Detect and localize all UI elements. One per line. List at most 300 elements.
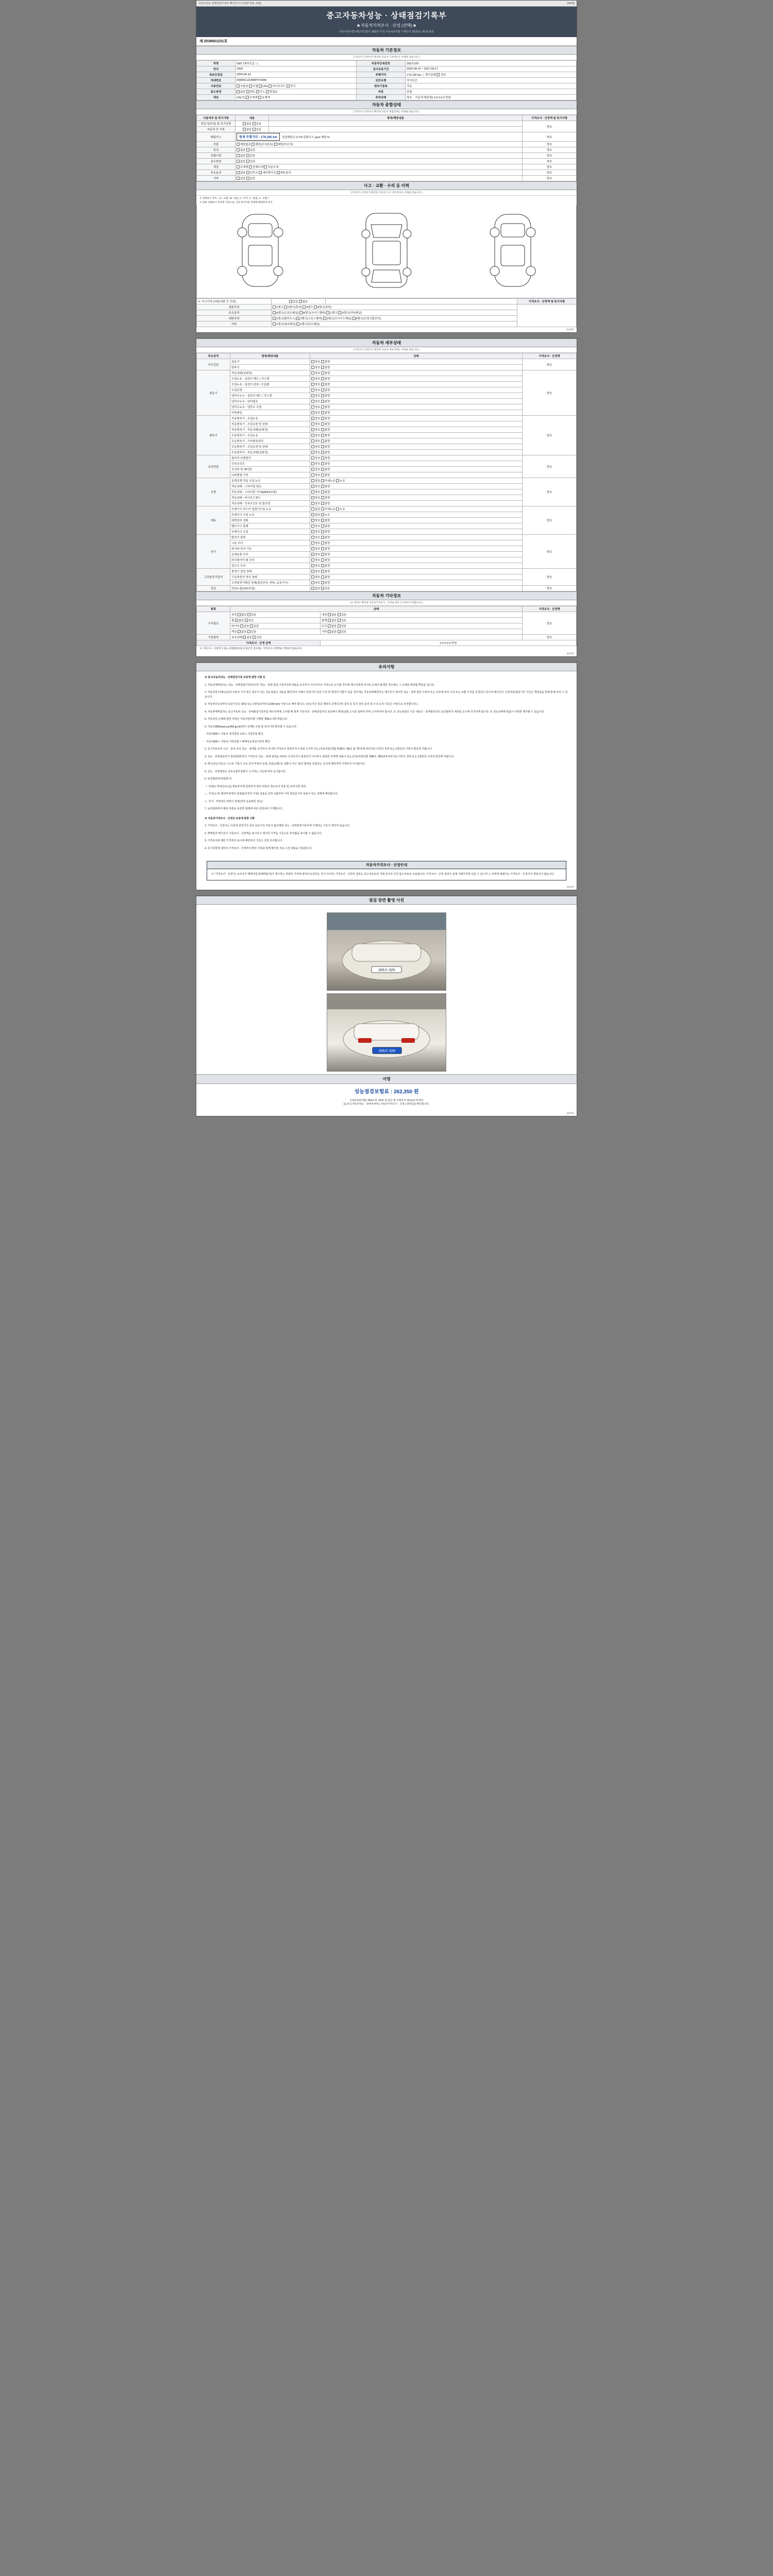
tuning-checkbox-0[interactable] [237, 148, 240, 151]
panel-2-checkbox-3[interactable] [352, 317, 356, 320]
detail-status-1-4: 양호 불량 [310, 393, 523, 399]
paint-checkbox-0[interactable] [237, 165, 240, 168]
basic-label2-3: 보증유형 [357, 78, 406, 83]
detail-right-7: 양호 [523, 569, 577, 586]
status-checkbox[interactable] [311, 405, 314, 409]
document-number [196, 37, 577, 46]
section-basic-note: (가격조사·산정자가 확인한 자동차 기본정보는 아래와 같습니다.) [196, 55, 577, 60]
detail-status-3-3: 양호 불량 [310, 472, 523, 478]
status-checkbox[interactable] [336, 507, 339, 511]
option-checkbox-2[interactable] [259, 171, 262, 174]
status-checkbox[interactable] [321, 366, 324, 369]
status-checkbox[interactable] [311, 473, 314, 477]
tuning-opt-0: 없음 [240, 149, 246, 152]
basic-value-2: 2009-09-19 [236, 72, 357, 78]
accident-right-label: 가격조사 · 산정액 및 특기사항 [517, 299, 577, 304]
panel-items-3 [272, 321, 517, 327]
accident-checkbox-1[interactable] [299, 300, 302, 303]
accident-opt-0: 있음 [292, 300, 298, 303]
panel-1-item-3: D랭크(리어패널) [342, 312, 362, 315]
panel-2-checkbox-1[interactable] [296, 317, 299, 320]
etc-table [196, 606, 577, 646]
overall-row-label-9: 기타 [197, 176, 236, 181]
panel-2-checkbox-2[interactable] [323, 317, 326, 320]
panel-1-checkbox-1[interactable] [299, 311, 303, 314]
panel-0-item-1: 2랭크(후미) [287, 306, 302, 309]
status-checkbox[interactable] [311, 388, 314, 392]
basic-label-3: 차대번호 [197, 78, 236, 83]
usechange2-checkbox-0[interactable] [237, 160, 240, 163]
etc-checkbox[interactable] [338, 613, 341, 616]
car-view-right [450, 205, 576, 292]
detail-item-6-5: 윈도우 모터 [230, 563, 310, 569]
usechange2-checkbox-1[interactable] [246, 160, 249, 163]
special-checkbox-0[interactable] [237, 154, 240, 157]
docno-value: 2536601231호 [204, 40, 228, 43]
detail-status-8-0: 없음 있음 [310, 586, 523, 591]
notice-item-6: - 자동차365 > 자동차 검색결과 조회 > 기록부를 확인 [205, 733, 263, 736]
fuel-checkbox-0[interactable] [237, 84, 240, 88]
overall-row-detail-2 [236, 132, 523, 142]
final-note-line1: "(자동차관리법) 제58조의 제4항 및 같은 법 시행규칙 제120조에 따라 [349, 1099, 424, 1102]
tuning-opt-1: 있음 [249, 149, 256, 152]
status-checkbox[interactable] [311, 462, 314, 465]
status-checkbox[interactable] [311, 570, 314, 573]
etc-price-note: ※ 가격조사 · 산정자가 성능·상태점검자와 동일인인 경우에는 가격조사·산정액을 기재하지 않습니다. [199, 647, 303, 650]
etc-checkbox[interactable] [238, 630, 241, 633]
overall-row-label-5: 특별이력 [197, 153, 236, 159]
car-damage-diagram[interactable] [196, 205, 577, 298]
usechange-checkbox-2[interactable] [256, 90, 259, 93]
status-checkbox[interactable] [321, 439, 324, 443]
section-etc-title: 자동차 기타정보 [196, 591, 577, 600]
status-checkbox[interactable] [321, 473, 324, 477]
detail-group-0: 자기진단 [197, 359, 230, 370]
fuel-opt-0: 가솔린 [240, 85, 248, 88]
status-checkbox[interactable] [321, 581, 324, 584]
tuning-checkbox-1[interactable] [246, 148, 249, 151]
overall-row-label-3: 리콜 [197, 142, 236, 147]
status-checkbox[interactable] [311, 377, 314, 380]
status-checkbox[interactable] [321, 371, 324, 375]
status-checkbox[interactable] [321, 558, 324, 562]
final-note [196, 1098, 577, 1111]
section-overall-title: 자동차 종합상태 [196, 100, 577, 109]
status-checkbox[interactable] [321, 570, 324, 573]
status-checkbox[interactable] [311, 541, 314, 545]
status-checkbox[interactable] [311, 434, 314, 437]
recall-opt-1: 해당(조치완료) [255, 143, 274, 146]
status-checkbox[interactable] [321, 400, 324, 403]
detail-group-5: 제동 [197, 506, 230, 535]
basic-label2-6: 주차상태 [357, 95, 406, 100]
overall-checkbox-1a[interactable] [243, 128, 246, 131]
status-checkbox[interactable] [321, 445, 324, 448]
detail-item-5-1: 브레이크 오일 누유 [230, 512, 310, 518]
gas-v-0: 0.7% [296, 136, 303, 139]
panel-items-0 [272, 304, 517, 310]
status-checkbox[interactable] [311, 581, 314, 584]
panel-2-item-2: 3랭크(인사이드패널) [326, 317, 352, 320]
detail-status-6-5: 양호 불량 [310, 563, 523, 569]
etc-checkbox[interactable] [245, 619, 248, 622]
fuel-checkbox-1[interactable] [249, 84, 252, 88]
etc-checkbox-1[interactable] [246, 177, 249, 180]
status-checkbox[interactable] [311, 394, 314, 397]
usechange-opt-0: 없음 [240, 91, 246, 94]
color-checkbox-1[interactable] [258, 96, 261, 99]
overall-checkbox-0a[interactable] [243, 122, 246, 125]
option-checkbox-0[interactable] [237, 171, 240, 174]
status-checkbox[interactable] [311, 553, 314, 556]
etc-checkbox[interactable] [247, 613, 250, 616]
sheet-page-3 [196, 662, 577, 890]
accident-opt-1: 없음 [302, 300, 308, 303]
status-checkbox[interactable] [321, 507, 324, 511]
detail-group-8: 연료 [197, 586, 230, 591]
status-checkbox[interactable] [321, 383, 324, 386]
recall-checkbox-2[interactable] [274, 143, 277, 146]
status-checkbox[interactable] [321, 428, 324, 431]
etc-checkbox[interactable] [250, 624, 253, 628]
sheet-page-4 [196, 895, 577, 1116]
photo-front[interactable] [327, 912, 446, 991]
basic-value2-6 [406, 95, 577, 100]
status-checkbox[interactable] [311, 439, 314, 443]
section-etc-note: (※ 항목은 확인한 자동차가격조사 · 산정을 받아 표기하여 기재합니다.) [196, 600, 577, 606]
overall-right-0: 양호 [523, 121, 577, 132]
detail-item-0-0: 원동기 [230, 359, 310, 365]
detail-right-3: 양호 [523, 455, 577, 478]
basic-value-1: 2009 [236, 66, 357, 72]
panel-2-checkbox-0[interactable] [273, 317, 276, 320]
usechange-checkbox-1[interactable] [246, 90, 249, 93]
color-code: VG(기) [237, 96, 245, 99]
detail-item-5-3: 벨브기구 몸체 [230, 523, 310, 529]
insurance-fee-label: 성능점검보험료 : [354, 1089, 393, 1095]
final-warning-title: 자동차가격조사 · 산정안내 [207, 861, 566, 869]
status-checkbox[interactable] [321, 360, 324, 363]
overall-row-opts-7 [236, 164, 523, 170]
status-checkbox[interactable] [311, 536, 314, 539]
panel-0-checkbox-1[interactable] [284, 306, 287, 309]
accident-right-value [517, 304, 577, 327]
overall-right-8: 양호 [523, 170, 577, 176]
detail-item-2-0: 자동변속기 - 오일누유 [230, 416, 310, 421]
status-checkbox[interactable] [311, 513, 314, 516]
etc-checkbox[interactable] [235, 619, 238, 622]
status-checkbox[interactable] [311, 519, 314, 522]
basic-label-2: 최초등록일 [197, 72, 236, 78]
status-checkbox[interactable] [311, 445, 314, 448]
detail-item-2-2: 자동변속기 - 작동상태(공회전) [230, 427, 310, 433]
usechange-checkbox-3[interactable] [266, 90, 269, 93]
status-checkbox[interactable] [321, 479, 324, 482]
etc-cell-text: 타이어 [231, 625, 240, 628]
fuel-opt-4: 전기 [290, 85, 296, 88]
status-checkbox[interactable] [311, 428, 314, 431]
status-checkbox[interactable] [311, 507, 314, 511]
etc-cell-0-0: 외장 없음 있음 [230, 612, 321, 618]
detail-item-2-5: 수동변속기 - 오일유량 및 상태 [230, 444, 310, 450]
status-checkbox[interactable] [321, 502, 324, 505]
etc-checkbox[interactable] [338, 624, 341, 628]
accident-checkbox-0[interactable] [289, 300, 292, 303]
overall-head-2: 항목/해당내용 [269, 115, 523, 121]
status-checkbox[interactable] [321, 547, 324, 550]
overall-opt-1a: 없음 [246, 128, 252, 131]
detail-item-5-4: 브레이크 오일 [230, 529, 310, 535]
browser-bar [196, 1, 577, 7]
overall-right-6: 양호 [523, 159, 577, 164]
status-checkbox[interactable] [321, 417, 324, 420]
basic-value-4 [236, 83, 357, 89]
etc-price-label: 가격조사 · 산정 금액 [197, 640, 321, 646]
status-checkbox[interactable] [311, 451, 314, 454]
status-checkbox[interactable] [321, 451, 324, 454]
etc-checkbox[interactable] [247, 630, 250, 633]
etc-checkbox[interactable] [328, 624, 331, 628]
panel-3-checkbox-1[interactable] [296, 323, 299, 326]
color-opt-1: 유채색 [262, 96, 270, 99]
status-checkbox[interactable] [311, 530, 314, 533]
status-checkbox[interactable] [321, 434, 324, 437]
status-checkbox[interactable] [311, 587, 314, 590]
detail-status-6-3: 양호 불량 [310, 552, 523, 557]
base-price-label: 기준가격(만원) [415, 96, 433, 99]
overall-row-opts-8 [236, 170, 523, 176]
status-checkbox[interactable] [321, 536, 324, 539]
fuel-checkbox-4[interactable] [287, 84, 290, 88]
overall-row-label-2: 배출가스 [197, 132, 236, 142]
notice-sub2-3: 4. 특기사항에 대하여 가격조사 · 산정하여 확인 기록과 함께 확인된 자료 수정 내용을 적용합니다. [205, 846, 312, 850]
notice-item-16: 7. 보증범위에서 해당 부분을 동일한 형태에 따라 설정되어 기재합니다. [205, 807, 283, 810]
etc-row-label-4: 기본품목 [197, 635, 230, 640]
detail-status-6-2: 양호 불량 [310, 546, 523, 552]
detail-item-6-4: 라디에이터 팬 모터 [230, 557, 310, 563]
basic-label2-4: 변속기종류 [357, 83, 406, 89]
option-opt-2: 내비게이션 [262, 172, 276, 175]
etc-checkbox[interactable] [328, 613, 331, 616]
detail-item-7-1: 구동축전지 격리 상태 [230, 574, 310, 580]
notice-subtitle: ※ 중고자동차성능 · 상태점검기록 보증에 관한 사항 등 [205, 676, 265, 679]
status-checkbox[interactable] [321, 541, 324, 545]
notice-item-8: 2. 중고자동차의 구조 · 장치 등의 성능 · 상태를 교지하지 아니한 가격조사 점검하거나 허위 고지한 자는 [자동차관리법] 제 80조 제6호 및 제7호에 따라 2년 이하의 징역 또는 2천만원 이하의 벌금에 처합니다. [205, 748, 432, 751]
detail-item-6-0: 발전기 출력 [230, 535, 310, 540]
notice-sub2-0: 1. 가격조사 · 산정자는 사용에 설정기간 동안 보증기의 자료가 불규제한 성능 · 상태점검기록부에 기재되는 기준이 정하여 있습니다. [205, 824, 350, 827]
overall-checkbox-1b[interactable] [253, 128, 256, 131]
status-checkbox[interactable] [321, 377, 324, 380]
etc-checkbox-0[interactable] [237, 177, 240, 180]
special-checkbox-1[interactable] [246, 154, 249, 157]
detail-item-1-7: 커먼레일 [230, 410, 310, 416]
panel-3-checkbox-0[interactable] [273, 323, 276, 326]
detail-status-6-1: 양호 불량 [310, 540, 523, 546]
panel-3-item-1: 2랭크(루프패널) [300, 323, 320, 326]
status-checkbox[interactable] [311, 366, 314, 369]
paint-opt-0: 무채색 [240, 166, 248, 169]
detail-status-4-4: 양호 불량 [310, 501, 523, 506]
photo-rear[interactable] [327, 993, 446, 1072]
status-checkbox[interactable] [321, 388, 324, 392]
fuel-opt-1: 디젤 [253, 85, 258, 88]
panel-1-checkbox-0[interactable] [273, 311, 276, 314]
recall-checkbox-0[interactable] [237, 143, 240, 146]
status-checkbox[interactable] [311, 502, 314, 505]
detail-status-4-0: 없음 미세누유 누유 [310, 478, 523, 484]
recall-checkbox-1[interactable] [251, 143, 255, 146]
panel-0-checkbox-0[interactable] [273, 306, 276, 309]
etc-price-value: 0 0 0 0 0 만원 [321, 640, 577, 646]
status-checkbox[interactable] [321, 462, 324, 465]
detail-group-2: 변속기 [197, 416, 230, 455]
insurance-fee-value: 262,350 원 [393, 1089, 419, 1095]
detail-item-2-3: 수동변속기 - 오일누유 [230, 433, 310, 438]
status-checkbox[interactable] [311, 383, 314, 386]
status-checkbox[interactable] [336, 479, 339, 482]
status-checkbox[interactable] [321, 513, 324, 516]
status-checkbox[interactable] [311, 558, 314, 562]
color-checkbox-0[interactable] [246, 96, 249, 99]
fuel-opt-2: LPG [262, 85, 268, 88]
detail-item-4-3: 작동상태 - 타이로드엔드 [230, 495, 310, 501]
paint-checkbox-1[interactable] [249, 165, 252, 168]
detail-right-5: 양호 [523, 506, 577, 535]
status-checkbox[interactable] [321, 394, 324, 397]
etc-cell-4-0: 보유상태 없음 있음 [230, 635, 523, 640]
usechange-opt-1: 렌트 [249, 91, 256, 94]
etc-checkbox[interactable] [238, 613, 241, 616]
status-checkbox[interactable] [321, 490, 324, 494]
fuel-checkbox-3[interactable] [268, 84, 272, 88]
status-checkbox[interactable] [321, 587, 324, 590]
panel-1-checkbox-3[interactable] [338, 311, 341, 314]
detail-status-1-6: 양호 불량 [310, 404, 523, 410]
detail-status-0-1: 양호 불량 [310, 365, 523, 370]
panel-0-checkbox-2[interactable] [303, 306, 306, 309]
detail-status-1-0: 양호 불량 [310, 370, 523, 376]
etc-checkbox[interactable] [338, 630, 341, 633]
panel-2-item-1: 2랭크(크로스멤버) [300, 317, 323, 320]
status-checkbox[interactable] [311, 564, 314, 567]
etc-checkbox[interactable] [328, 619, 331, 622]
fuel-checkbox-2[interactable] [259, 84, 262, 88]
meter-value: 양호 [441, 74, 446, 77]
panel-title-3: 기타 [197, 321, 272, 327]
status-checkbox[interactable] [321, 422, 324, 426]
etc-checkbox[interactable] [243, 636, 246, 639]
detail-item-2-4: 수동변속기 - 기어변속장치 [230, 438, 310, 444]
detail-item-0-1: 변속기 [230, 365, 310, 370]
usechange-checkbox-0[interactable] [237, 90, 240, 93]
status-checkbox[interactable] [311, 575, 314, 579]
status-checkbox[interactable] [321, 468, 324, 471]
overall-checkbox-0b[interactable] [253, 122, 256, 125]
overall-head-0: 사용여부 및 특기사항 [197, 115, 236, 121]
detail-status-3-0: 양호 불량 [310, 455, 523, 461]
paint-checkbox-2[interactable] [264, 165, 267, 168]
detail-status-6-4: 양호 불량 [310, 557, 523, 563]
status-checkbox[interactable] [311, 485, 314, 488]
status-checkbox[interactable] [311, 479, 314, 482]
etc-checkbox[interactable] [328, 630, 331, 633]
panel-items-1 [272, 310, 517, 316]
status-checkbox[interactable] [311, 490, 314, 494]
status-checkbox[interactable] [321, 530, 324, 533]
detail-right-2: 양호 [523, 416, 577, 455]
detail-right-6: 양호 [523, 535, 577, 569]
status-checkbox[interactable] [311, 400, 314, 403]
etc-checkbox[interactable] [253, 636, 256, 639]
status-checkbox[interactable] [311, 496, 314, 499]
detail-status-5-2: 양호 불량 [310, 518, 523, 523]
etc-cell-text: 유리 [322, 625, 327, 628]
sheet-page-1 [196, 0, 577, 333]
status-checkbox[interactable] [311, 360, 314, 363]
status-checkbox[interactable] [321, 496, 324, 499]
status-checkbox[interactable] [311, 371, 314, 375]
detail-item-4-0: 동력조향 작동 오일 누유 [230, 478, 310, 484]
etc-cell-text: 내장 [322, 614, 327, 617]
status-checkbox[interactable] [311, 547, 314, 550]
status-checkbox[interactable] [311, 422, 314, 426]
option-checkbox-1[interactable] [246, 171, 249, 174]
status-checkbox[interactable] [321, 575, 324, 579]
overall-head-1: 내용 [236, 115, 269, 121]
notice-item-1: 2. 자동차양수(매도)인과 자동차 가치 점수 검토가 있는 성능점검은 내용을 확인하여 이때의 설정기간 동안 수리 및 변경의 사항이 있을 경우에는 자동차매매업자는 매수인이 제시한 성능 · 상태 점검 기록부 또는 보증에 따라 수리 또는 교환 수리를 신청하고 있으며 매수인이 신청내용/점검기간 기간은 책임질을 통해 통해 쓰일 수 있습니다. [205, 691, 568, 699]
status-checkbox[interactable] [321, 405, 324, 409]
status-checkbox[interactable] [311, 468, 314, 471]
option-checkbox-3[interactable] [277, 171, 280, 174]
status-checkbox[interactable] [321, 485, 324, 488]
etc-checkbox[interactable] [338, 619, 341, 622]
basic-info-table [196, 60, 577, 100]
accident-history-text: ※ 사고이력 (외판/내판 등 포함) [198, 300, 236, 303]
detail-group-1: 원동기 [197, 370, 230, 416]
overall-opt-0b: 있음 [256, 123, 262, 126]
status-checkbox[interactable] [321, 456, 324, 460]
status-checkbox[interactable] [321, 524, 324, 528]
notice-item-5: 6. 자동차365(www.car365.go.kr)에서 상세한 조회 및 검사이력 확인할 수 있습니다. [205, 725, 297, 728]
detail-item-3-0: 클러치 어셈블리 [230, 455, 310, 461]
status-checkbox[interactable] [311, 524, 314, 528]
panel-0-checkbox-3[interactable] [314, 306, 317, 309]
status-checkbox[interactable] [321, 519, 324, 522]
status-checkbox[interactable] [311, 417, 314, 420]
etc-checkbox[interactable] [240, 624, 243, 628]
etc-head-2: 가격조사 · 산정액 [523, 606, 577, 612]
detail-head-2: 상태 [310, 353, 523, 359]
accident-history-table [196, 298, 577, 327]
panel-1-item-1: B랭크(사이드멤버) [303, 312, 326, 315]
meter-checkbox[interactable] [436, 73, 440, 76]
plate-rear-text: 265모 029 [378, 1049, 396, 1053]
panel-1-item-2: C랭크 [330, 312, 338, 315]
overall-row-label-7: 색상 [197, 164, 236, 170]
browser-bar-right: [1/4쪽] [567, 2, 575, 5]
base-price-value: 0 0 0 0 0 만원 [433, 96, 451, 99]
status-checkbox[interactable] [321, 564, 324, 567]
etc-row-label-0: 수리필요 [197, 612, 230, 635]
status-checkbox[interactable] [321, 553, 324, 556]
panel-1-checkbox-2[interactable] [326, 311, 329, 314]
section-detail-title: 자동차 세부상태 [196, 338, 577, 347]
status-checkbox[interactable] [321, 411, 324, 414]
status-checkbox[interactable] [311, 411, 314, 414]
overall-opt-0a: 없음 [246, 123, 252, 126]
car-view-left [197, 205, 323, 292]
status-checkbox[interactable] [311, 456, 314, 460]
